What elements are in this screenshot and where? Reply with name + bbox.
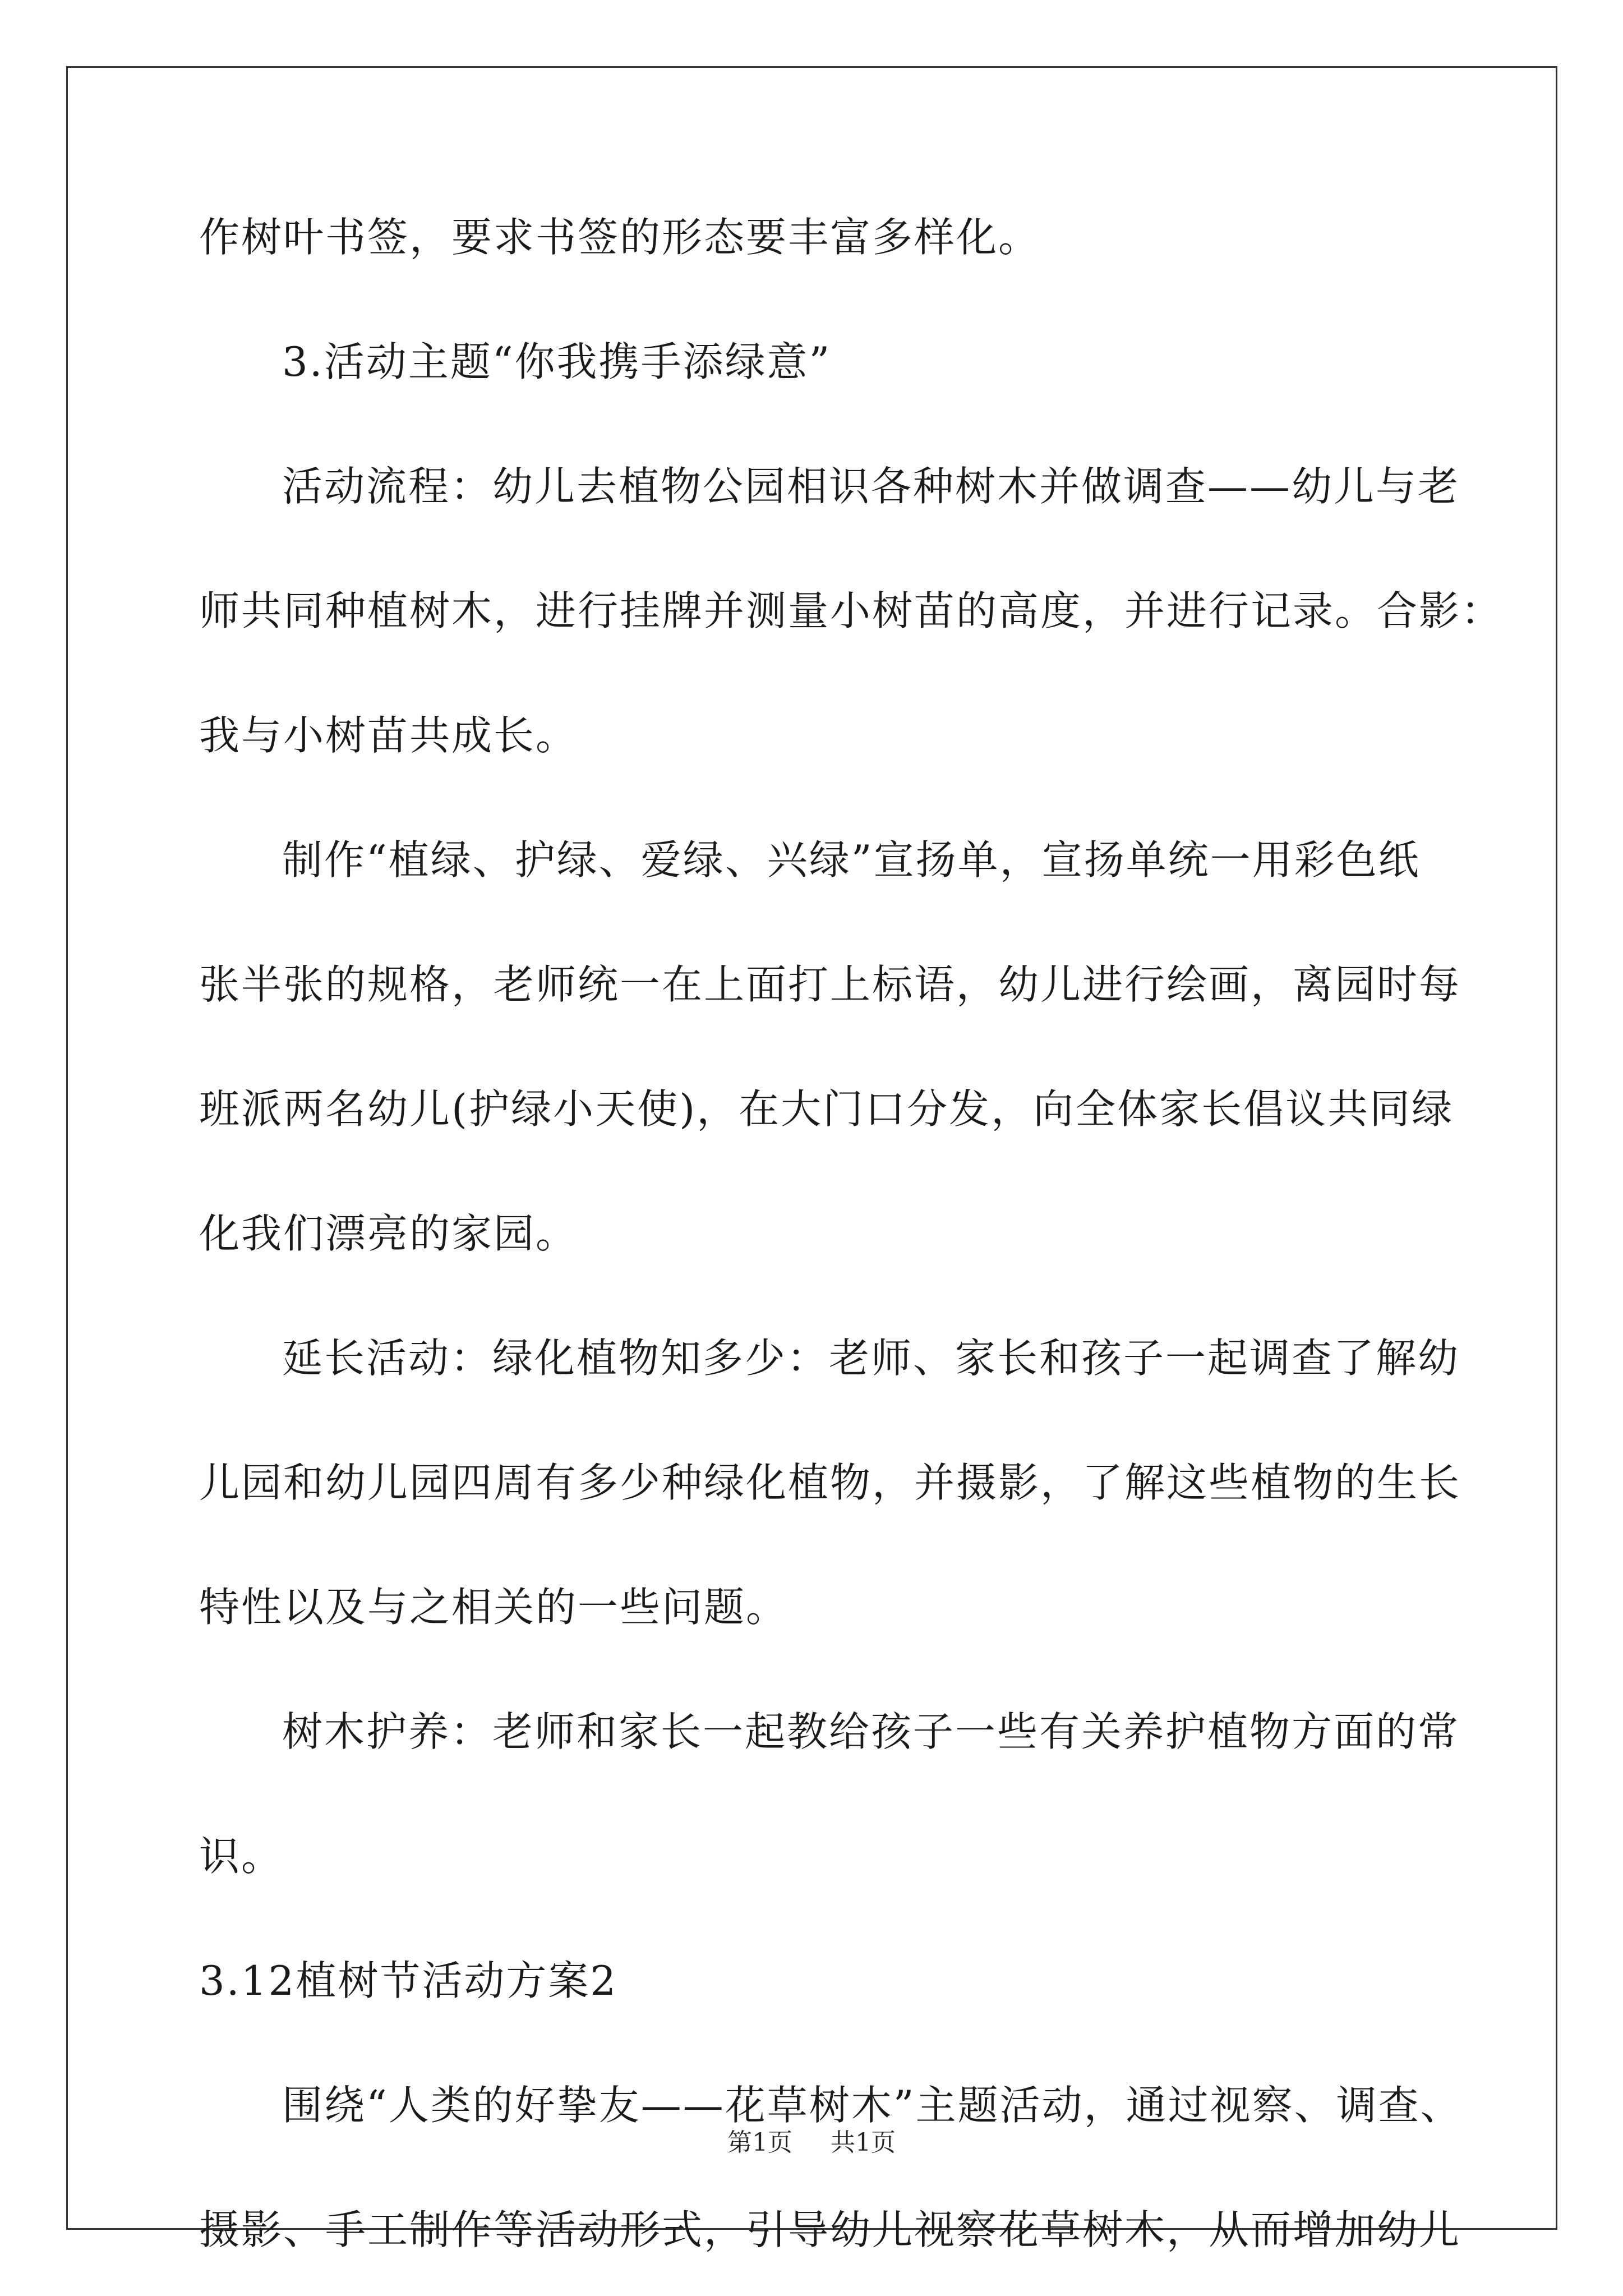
text-line-9: 化我们漂亮的家园。 xyxy=(199,1210,578,1257)
text-line-4: 师共同种植树木，进行挂牌并测量小树苗的高度，并进行记录。合影： xyxy=(199,587,1504,634)
text-line-17: 摄影、手工制作等活动形式，引导幼儿视察花草树木，从而增加幼儿 xyxy=(199,2206,1461,2253)
text-line-2: 3.活动主题“你我携手添绿意” xyxy=(282,338,832,385)
text-line-13: 树木护养：老师和家长一起教给孩子一些有关养护植物方面的常 xyxy=(282,1708,1460,1755)
page-footer xyxy=(0,2126,1623,2160)
text-line-7: 张半张的规格，老师统一在上面打上标语，幼儿进行绘画，离园时每 xyxy=(199,961,1461,1008)
text-line-6: 制作“植绿、护绿、爱绿、兴绿”宣扬单，宣扬单统一用彩色纸 xyxy=(282,836,1421,884)
text-line-10: 延长活动：绿化植物知多少：老师、家长和孩子一起调查了解幼 xyxy=(282,1335,1460,1382)
section-heading: 3.12植树节活动方案2 xyxy=(199,1957,618,2004)
page-number: 第1页 xyxy=(727,2128,792,2157)
text-line-12: 特性以及与之相关的一些问题。 xyxy=(199,1584,789,1631)
page-total: 共1页 xyxy=(831,2128,896,2157)
text-line-11: 儿园和幼儿园四周有多少种绿化植物，并摄影，了解这些植物的生长 xyxy=(199,1459,1461,1506)
page-border xyxy=(66,66,1557,2230)
text-line-14: 识。 xyxy=(199,1833,284,1880)
text-line-8: 班派两名幼儿(护绿小天使)，在大门口分发，向全体家长倡议共同绿 xyxy=(199,1085,1454,1133)
text-line-1: 作树叶书签，要求书签的形态要丰富多样化。 xyxy=(199,214,1041,261)
text-line-5: 我与小树苗共成长。 xyxy=(199,712,578,759)
text-line-3: 活动流程：幼儿去植物公园相识各种树木并做调查——幼儿与老 xyxy=(282,463,1460,510)
text-line-16: 围绕“人类的好挚友——花草树木”主题活动，通过视察、调查、 xyxy=(282,2082,1463,2129)
